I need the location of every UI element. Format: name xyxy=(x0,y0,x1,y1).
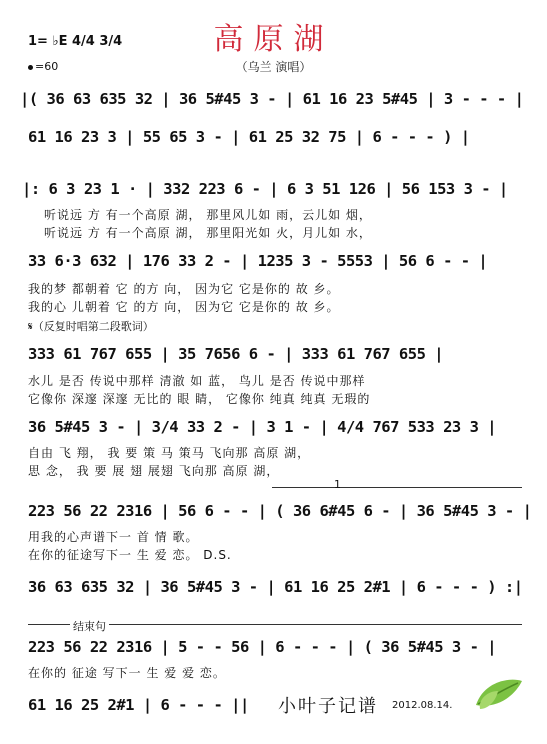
quarter-note-icon xyxy=(28,65,33,70)
key-signature: 1= ♭E 4/4 3/4 xyxy=(28,34,123,49)
lyric-verse1-b: 我的梦 都朝着 它 的方 向， 因为它 它是你的 故 乡。 xyxy=(28,282,340,296)
tempo-marking xyxy=(28,60,58,73)
score-row-2: 61 16 23 3 | 55 65 3 - | 61 25 32 75 | 6 - - - ) | xyxy=(28,128,470,146)
score-row-6: 36 5#45 3 - | 3/4 33 2 - | 3 1 - | 4/4 767 533 23 3 | xyxy=(28,418,497,436)
singer-credit: （乌兰 演唱） xyxy=(235,60,312,74)
lyric-coda: 在你的 征途 写下一 生 爱 爱 恋。 xyxy=(28,666,226,680)
score-row-7: 223 56 22 2316 | 56 6 - - | ( 36 6#45 6 - | 36 5#45 3 - | xyxy=(28,502,532,520)
tempo-value: =60 xyxy=(35,60,59,73)
score-row-5: 333 61 767 655 | 35 7656 6 - | 333 61 767 655 | xyxy=(28,345,444,363)
lyric-section-c-2: 它像你 深邃 深邃 无比的 眼 睛， 它像你 纯真 纯真 无瑕的 xyxy=(28,392,371,406)
volta-bracket xyxy=(272,487,522,488)
lyric-section-e-1: 用我的心声谱下一 首 情 歌。 xyxy=(28,530,199,544)
score-row-9: 223 56 22 2316 | 5 - - 56 | 6 - - - | ( 36 5#45 3 - | xyxy=(28,638,497,656)
leaf-icon xyxy=(470,675,526,715)
lyric-section-e-2: 在你的征途写下一 生 爱 恋。 D.S. xyxy=(28,548,232,562)
transcription-date: 2012.08.14. xyxy=(392,700,453,711)
lyric-section-c-1: 水儿 是否 传说中那样 清澈 如 蓝， 鸟儿 是否 传说中那样 xyxy=(28,374,366,388)
repeat-note: 𝄋（反复时唱第二段歌词） xyxy=(28,320,154,333)
transcriber-signature: 小叶子记谱 xyxy=(278,696,378,717)
song-title: 高原湖 xyxy=(213,22,334,57)
lyric-section-d-2: 思 念， 我 要 展 翅 展翅 飞向那 高原 湖， xyxy=(28,464,280,478)
score-row-4: 33 6·3 632 | 176 33 2 - | 1235 3 - 5553 | 56 6 - - | xyxy=(28,252,488,270)
score-row-10: 61 16 25 2#1 | 6 - - - || xyxy=(28,696,249,714)
score-row-8: 36 63 635 32 | 36 5#45 3 - | 61 16 25 2#1 | 6 - - - ) :| xyxy=(28,578,523,596)
score-row-1: |( 36 63 635 32 | 36 5#45 3 - | 61 16 23 5#45 | 3 - - - | xyxy=(20,90,524,108)
lyric-verse2-a: 听说远 方 有一个高原 湖， 那里阳光如 火，月儿如 水， xyxy=(44,226,372,240)
lyric-section-d-1: 自由 飞 翔， 我 要 策 马 策马 飞向那 高原 湖， xyxy=(28,446,311,460)
score-row-3: |: 6 3 23 1 · | 332 223 6 - | 6 3 51 126 | 56 153 3 - | xyxy=(22,180,508,198)
lyric-verse1-a: 听说远 方 有一个高原 湖， 那里风儿如 雨，云儿如 烟， xyxy=(44,208,372,222)
coda-label: 结束句 xyxy=(70,618,109,634)
lyric-verse2-b: 我的心 儿朝着 它 的方 向， 因为它 它是你的 故 乡。 xyxy=(28,300,340,314)
volta-number: 1 xyxy=(334,478,341,491)
